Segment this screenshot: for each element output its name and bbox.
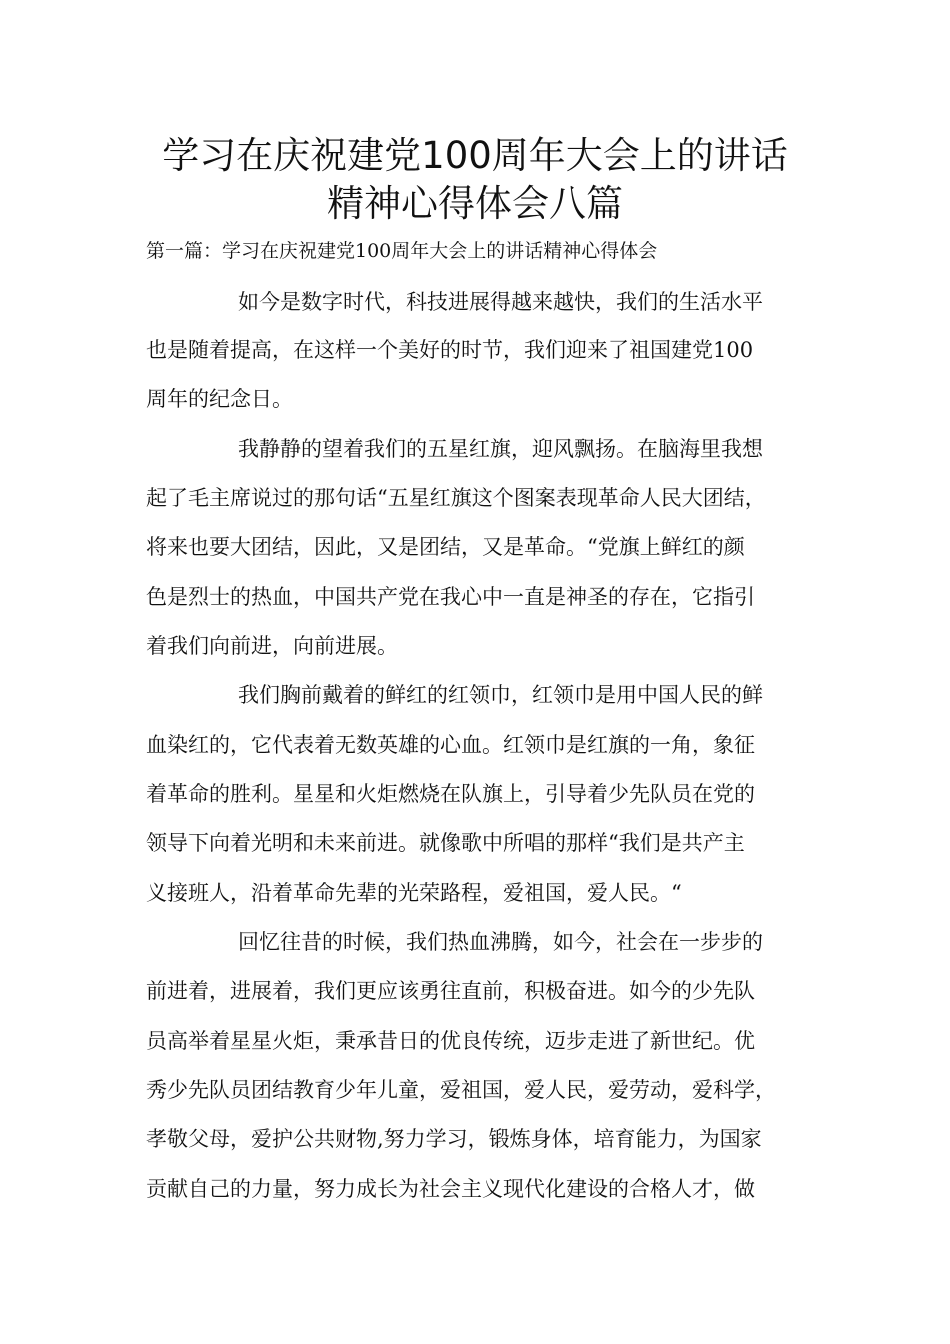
document-title-line-1: 学习在庆祝建党100周年大会上的讲话 — [162, 134, 788, 177]
paragraph-line: 领导下向着光明和未来前进。就像歌中所唱的那样“我们是共产主 — [146, 831, 745, 855]
paragraph-line: 着我们向前进，向前进展。 — [146, 634, 398, 658]
paragraph-line: 着革命的胜利。星星和火炬燃烧在队旗上，引导着少先队员在党的 — [146, 782, 755, 806]
paragraph-line: 如今是数字时代，科技进展得越来越快，我们的生活水平 — [238, 290, 763, 314]
paragraph-line: 周年的纪念日。 — [146, 387, 293, 411]
paragraph-line: 血染红的，它代表着无数英雄的心血。红领巾是红旗的一角，象征 — [146, 733, 755, 757]
document-title-line-2: 精神心得体会八篇 — [327, 182, 623, 225]
paragraph-line: 义接班人，沿着革命先辈的光荣路程，爱祖国，爱人民。“ — [146, 881, 682, 905]
paragraph-line: 贡献自己的力量，努力成长为社会主义现代化建设的合格人才，做 — [146, 1177, 755, 1201]
paragraph-line: 回忆往昔的时候，我们热血沸腾，如今，社会在一步步的 — [238, 930, 763, 954]
paragraph-line: 员高举着星星火炬，秉承昔日的优良传统，迈步走进了新世纪。优 — [146, 1029, 755, 1053]
paragraph-line: 我们胸前戴着的鲜红的红领巾，红领巾是用中国人民的鲜 — [238, 683, 763, 707]
paragraph-line: 前进着，进展着，我们更应该勇往直前，积极奋进。如今的少先队 — [146, 979, 755, 1003]
paragraph-line: 将来也要大团结，因此，又是团结，又是革命。“党旗上鲜红的颜 — [146, 535, 745, 559]
paragraph-line: 色是烈士的热血，中国共产党在我心中一直是神圣的存在，它指引 — [146, 585, 755, 609]
section-heading: 第一篇：学习在庆祝建党100周年大会上的讲话精神心得体会 — [146, 240, 658, 262]
paragraph-line: 秀少先队员团结教育少年儿童，爱祖国，爱人民，爱劳动，爱科学， — [146, 1078, 776, 1102]
paragraph-line: 起了毛主席说过的那句话“五星红旗这个图案表现革命人民大团结， — [146, 486, 766, 510]
paragraph-line: 孝敬父母，爱护公共财物,努力学习，锻炼身体，培育能力，为国家 — [146, 1127, 762, 1151]
paragraph-line: 也是随着提高，在这样一个美好的时节，我们迎来了祖国建党100 — [146, 338, 754, 362]
paragraph-line: 我静静的望着我们的五星红旗，迎风飘扬。在脑海里我想 — [238, 437, 763, 461]
